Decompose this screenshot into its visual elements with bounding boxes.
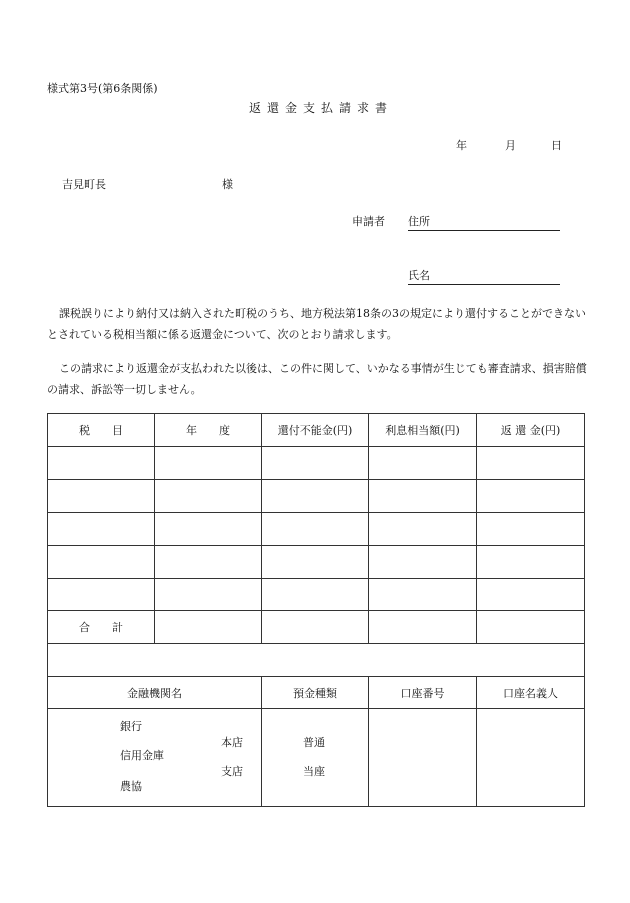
- name-label: 氏名: [408, 269, 430, 282]
- address-field[interactable]: [408, 213, 560, 231]
- bank-row: [48, 709, 585, 807]
- header-fiscal-year: 年 度: [155, 414, 262, 447]
- table-cell[interactable]: [262, 513, 369, 546]
- table-cell[interactable]: [155, 447, 262, 480]
- table-cell[interactable]: [48, 480, 155, 513]
- header-bank-name: 金融機関名: [48, 677, 262, 709]
- table-cell[interactable]: [477, 546, 585, 579]
- request-paragraph: 課税誤りにより納付又は納入された町税のうち、地方税法第18条の3の規定により還付することができないとされている税相当額に係る返還金について、次のとおり請求します。: [47, 307, 586, 341]
- option-branch: 支店: [221, 765, 243, 778]
- table-cell[interactable]: [155, 546, 262, 579]
- table-cell[interactable]: [369, 546, 477, 579]
- table-cell[interactable]: [48, 513, 155, 546]
- address-label: 住所: [408, 215, 430, 228]
- account-holder-cell[interactable]: [477, 709, 585, 807]
- table-row: [48, 546, 585, 579]
- header-interest-amount: 利息相当額(円): [369, 414, 477, 447]
- total-interest-cell[interactable]: [369, 611, 477, 644]
- header-refund-amount: 返 還 金(円): [477, 414, 585, 447]
- table-row: [48, 579, 585, 611]
- table-cell[interactable]: [155, 579, 262, 611]
- total-refund-cell[interactable]: [477, 611, 585, 644]
- header-account-number: 口座番号: [369, 677, 477, 709]
- table-cell[interactable]: [48, 579, 155, 611]
- option-main-branch: 本店: [221, 736, 243, 749]
- spacer-cell: [48, 644, 585, 677]
- table-cell[interactable]: [155, 480, 262, 513]
- waiver-paragraph: この請求により返還金が支払われた以後は、この件に関して、いかなる事情が生じても審査請求、損害賠償の請求、訴訟等一切しません。: [47, 362, 587, 396]
- bank-header-row: [48, 677, 585, 709]
- total-unrefundable-cell[interactable]: [262, 611, 369, 644]
- account-number-cell[interactable]: [369, 709, 477, 807]
- total-row: [48, 611, 585, 644]
- bank-name-cell[interactable]: [48, 709, 262, 807]
- option-ordinary: 普通: [303, 736, 325, 749]
- date-year-label: 年: [456, 139, 467, 152]
- option-nokyo: 農協: [120, 780, 142, 793]
- header-tax-item: 税 目: [48, 414, 155, 447]
- option-checking: 当座: [303, 765, 325, 778]
- date-day-label: 日: [551, 139, 562, 152]
- option-bank: 銀行: [120, 720, 142, 733]
- table-cell[interactable]: [155, 513, 262, 546]
- refund-table: [47, 413, 585, 807]
- table-cell[interactable]: [477, 447, 585, 480]
- table-cell[interactable]: [262, 579, 369, 611]
- table-cell[interactable]: [48, 447, 155, 480]
- table-cell[interactable]: [477, 579, 585, 611]
- table-cell[interactable]: [262, 546, 369, 579]
- table-cell[interactable]: [262, 480, 369, 513]
- form-id: 様式第3号(第6条関係): [47, 82, 158, 95]
- deposit-type-cell[interactable]: [262, 709, 369, 807]
- table-row: [48, 447, 585, 480]
- applicant-label: 申請者: [352, 215, 385, 228]
- option-shinkin: 信用金庫: [120, 749, 164, 762]
- document-title: 返還金支払請求書: [248, 101, 393, 115]
- table-cell[interactable]: [477, 480, 585, 513]
- name-field[interactable]: [408, 267, 560, 285]
- table-row: [48, 480, 585, 513]
- table-cell[interactable]: [262, 447, 369, 480]
- table-cell[interactable]: [477, 513, 585, 546]
- table-cell[interactable]: [369, 480, 477, 513]
- table-cell[interactable]: [48, 546, 155, 579]
- header-deposit-type: 預金種類: [262, 677, 369, 709]
- table-cell[interactable]: [369, 513, 477, 546]
- total-year-cell[interactable]: [155, 611, 262, 644]
- total-label: 合 計: [48, 611, 155, 644]
- header-unrefundable-amount: 還付不能金(円): [262, 414, 369, 447]
- table-cell[interactable]: [369, 447, 477, 480]
- table-row: [48, 513, 585, 546]
- honorific: 様: [222, 178, 233, 191]
- addressee: 吉見町長: [62, 178, 106, 191]
- spacer-row: [48, 644, 585, 677]
- table-header-row: [48, 414, 585, 447]
- header-account-holder: 口座名義人: [477, 677, 585, 709]
- date-month-label: 月: [505, 139, 516, 152]
- table-cell[interactable]: [369, 579, 477, 611]
